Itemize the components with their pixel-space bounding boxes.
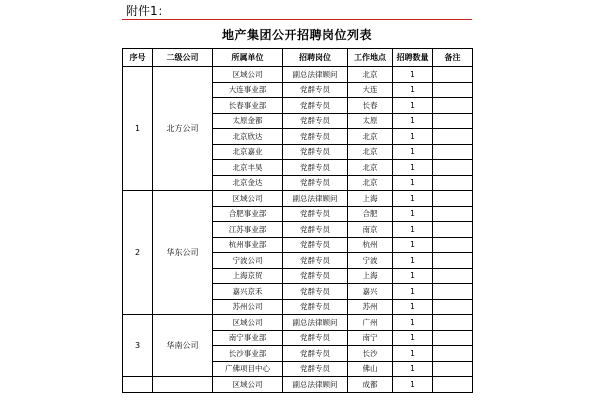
group-company [153,377,213,393]
cell-position: 党群专员 [283,98,348,114]
document-title: 地产集团公开招聘岗位列表 [221,28,372,42]
cell-count: 1 [393,67,433,83]
cell-location: 北京 [348,129,393,145]
cell-note [433,346,473,362]
table-body [123,67,473,393]
cell-position: 党群专员 [283,346,348,362]
cell-count: 1 [393,129,433,145]
cell-location: 广州 [348,315,393,331]
cell-count: 1 [393,82,433,98]
cell-position: 副总法律顾问 [283,377,348,393]
cell-note [433,67,473,83]
cell-position: 党群专员 [283,299,348,315]
cell-location: 大连 [348,82,393,98]
cell-location: 北京 [348,67,393,83]
cell-position: 党群专员 [283,160,348,176]
recruitment-table [122,48,473,393]
cell-position: 党群专员 [283,175,348,191]
table-row [123,67,473,83]
cell-count: 1 [393,284,433,300]
table-header-row [123,49,473,67]
cell-position: 副总法律顾问 [283,67,348,83]
cell-note [433,129,473,145]
cell-unit: 杭州事业部 [213,237,283,253]
cell-unit: 广佛项目中心 [213,361,283,377]
cell-location: 北京 [348,144,393,160]
header-col-company: 二级公司 [153,49,213,67]
cell-unit: 宁波公司 [213,253,283,269]
table-row [123,377,473,393]
cell-unit: 嘉兴京禾 [213,284,283,300]
cell-count: 1 [393,268,433,284]
group-company: 华东公司 [153,191,213,315]
cell-unit: 区域公司 [213,191,283,207]
cell-location: 宁波 [348,253,393,269]
cell-unit: 上海京贸 [213,268,283,284]
header-col-note: 备注 [433,49,473,67]
cell-location: 南京 [348,222,393,238]
cell-position: 党群专员 [283,237,348,253]
header-col-count: 招聘数量 [393,49,433,67]
cell-unit: 长沙事业部 [213,346,283,362]
cell-note [433,284,473,300]
cell-position: 党群专员 [283,284,348,300]
cell-unit: 北京丰昊 [213,160,283,176]
cell-count: 1 [393,377,433,393]
cell-position: 副总法律顾问 [283,191,348,207]
cell-note [433,175,473,191]
cell-note [433,113,473,129]
cell-count: 1 [393,237,433,253]
table-row [123,191,473,207]
cell-count: 1 [393,98,433,114]
cell-location: 合肥 [348,206,393,222]
cell-note [433,237,473,253]
cell-position: 副总法律顾问 [283,315,348,331]
cell-note [433,268,473,284]
attachment-header-bar [122,0,472,20]
cell-count: 1 [393,361,433,377]
cell-count: 1 [393,315,433,331]
group-company: 北方公司 [153,67,213,191]
cell-count: 1 [393,144,433,160]
group-number [123,377,153,393]
cell-count: 1 [393,253,433,269]
header-col-unit: 所属单位 [213,49,283,67]
attachment-label: 附件1： [126,4,170,18]
cell-note [433,222,473,238]
cell-count: 1 [393,191,433,207]
cell-location: 南宁 [348,330,393,346]
cell-unit: 长春事业部 [213,98,283,114]
group-number: 2 [123,191,153,315]
cell-unit: 区域公司 [213,377,283,393]
cell-unit: 太原金都 [213,113,283,129]
cell-location: 苏州 [348,299,393,315]
cell-note [433,98,473,114]
cell-note [433,144,473,160]
cell-unit: 北京欣达 [213,129,283,145]
cell-position: 党群专员 [283,113,348,129]
header-col-no: 序号 [123,49,153,67]
cell-unit: 北京嘉业 [213,144,283,160]
cell-location: 北京 [348,160,393,176]
cell-location: 杭州 [348,237,393,253]
cell-count: 1 [393,160,433,176]
cell-position: 党群专员 [283,129,348,145]
cell-count: 1 [393,299,433,315]
cell-note [433,315,473,331]
cell-position: 党群专员 [283,268,348,284]
cell-location: 长沙 [348,346,393,362]
cell-note [433,253,473,269]
header-col-location: 工作地点 [348,49,393,67]
cell-note [433,299,473,315]
cell-note [433,330,473,346]
cell-position: 党群专员 [283,206,348,222]
group-number: 1 [123,67,153,191]
cell-position: 党群专员 [283,330,348,346]
cell-note [433,377,473,393]
cell-position: 党群专员 [283,82,348,98]
cell-count: 1 [393,330,433,346]
cell-location: 北京 [348,175,393,191]
cell-count: 1 [393,113,433,129]
cell-unit: 合肥事业部 [213,206,283,222]
cell-position: 党群专员 [283,144,348,160]
cell-count: 1 [393,222,433,238]
cell-note [433,361,473,377]
cell-location: 太原 [348,113,393,129]
cell-unit: 南宁事业部 [213,330,283,346]
group-number: 3 [123,315,153,377]
cell-unit: 北京金达 [213,175,283,191]
header-col-position: 招聘岗位 [283,49,348,67]
group-company: 华南公司 [153,315,213,377]
cell-position: 党群专员 [283,361,348,377]
cell-count: 1 [393,206,433,222]
cell-location: 长春 [348,98,393,114]
cell-count: 1 [393,175,433,191]
cell-note [433,82,473,98]
cell-count: 1 [393,346,433,362]
cell-note [433,206,473,222]
cell-location: 佛山 [348,361,393,377]
cell-location: 成都 [348,377,393,393]
cell-unit: 大连事业部 [213,82,283,98]
cell-unit: 区域公司 [213,315,283,331]
cell-location: 上海 [348,268,393,284]
cell-unit: 区域公司 [213,67,283,83]
cell-location: 嘉兴 [348,284,393,300]
cell-note [433,191,473,207]
table-row [123,315,473,331]
cell-location: 上海 [348,191,393,207]
cell-unit: 江苏事业部 [213,222,283,238]
cell-position: 党群专员 [283,222,348,238]
cell-note [433,160,473,176]
cell-position: 党群专员 [283,253,348,269]
cell-unit: 苏州公司 [213,299,283,315]
